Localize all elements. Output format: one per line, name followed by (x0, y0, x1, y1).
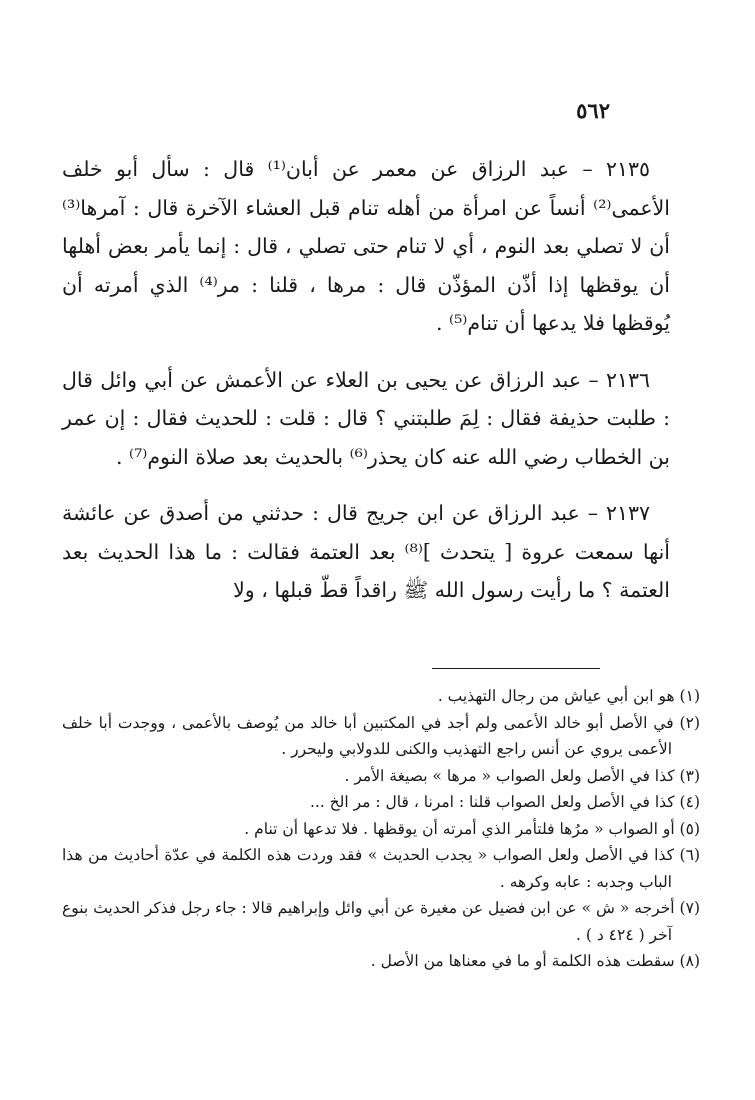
footnote-5: (٥) أو الصواب « مرُها فلتأمر الذي أمرته أن يوقظها . فلا تدعها أن تنام . (244, 819, 700, 838)
page-number: ٥٦٢ (576, 98, 610, 123)
hadith-text: ٢١٣٥ – عبد الرزاق عن معمر عن أبان⁽¹⁾ قال : سأل أبو خلف الأعمى⁽²⁾ أنساً عن امرأة من أهله تنام قبل العشاء الآخرة قال : آمرها⁽³⁾ أن لا تصلي بعد النوم ، أي لا تنام حتى تصلي ، قال : إنما يأمر بعض أهلها أن يوقظها إذا أذّن المؤذّن قال : مرها ، قلنا : مر⁽⁴⁾ الذي أمرته أن يُوقظها فلا يدعها أن تنام⁽⁵⁾ . (62, 157, 670, 335)
hadith-2135 (62, 150, 670, 343)
footnote-1: (١) هو ابن أبي عياش من رجال التهذيب . (437, 687, 700, 705)
hadith-2136 (62, 361, 670, 477)
hadith-2137 (62, 494, 670, 610)
footnote-divider (432, 668, 600, 669)
main-text (62, 150, 670, 628)
footnote-6: (٦) كذا في الأصل ولعل الصواب « يجدب الحديث » فقد وردت هذه الكلمة في عدّة أحاديث من هذا الباب وجدبه : عابه وكرهه . (62, 846, 700, 891)
hadith-text: ٢١٣٧ – عبد الرزاق عن ابن جريج قال : حدثني من أصدق عن عائشة أنها سمعت عروة [ يتحدث ]⁽⁸⁾ بعد العتمة فقالت : ما هذا الحديث بعد العتمة ؟ ما رأيت رسول الله ﷺ راقداً قطّ قبلها ، ولا (62, 501, 670, 602)
footnotes (62, 683, 700, 975)
footnote-7: (٧) أخرجه « ش » عن ابن فضيل عن مغيرة عن أبي وائل وإبراهيم قالا : جاء رجل فذكر الحديث بنوع آخر ( ٤٢٤ د ) . (62, 899, 700, 944)
hadith-text: ٢١٣٦ – عبد الرزاق عن يحيى بن العلاء عن الأعمش عن أبي وائل قال : طلبت حذيفة فقال : لِمَ طلبتني ؟ قال : قلت : للحديث فقال : إن عمر بن الخطاب رضي الله عنه كان يحذر⁽⁶⁾ بالحديث بعد صلاة النوم⁽⁷⁾ . (62, 367, 670, 469)
footnote-3: (٣) كذا في الأصل ولعل الصواب « مرها » بصيغة الأمر . (344, 766, 700, 785)
footnote-2: (٢) في الأصل أبو خالد الأعمى ولم أجد في المكتبين أبا خالد من يُوصف بالأعمى ، ووجدت أبا خلف الأعمى يروي عن أنس راجع التهذيب والكنى للدولابي وليحرر . (62, 713, 700, 758)
footnote-4: (٤) كذا في الأصل ولعل الصواب قلنا : امرنا ، قال : مر الخ ... (309, 793, 700, 811)
footnote-8: (٨) سقطت هذه الكلمة أو ما في معناها من الأصل . (370, 952, 700, 970)
